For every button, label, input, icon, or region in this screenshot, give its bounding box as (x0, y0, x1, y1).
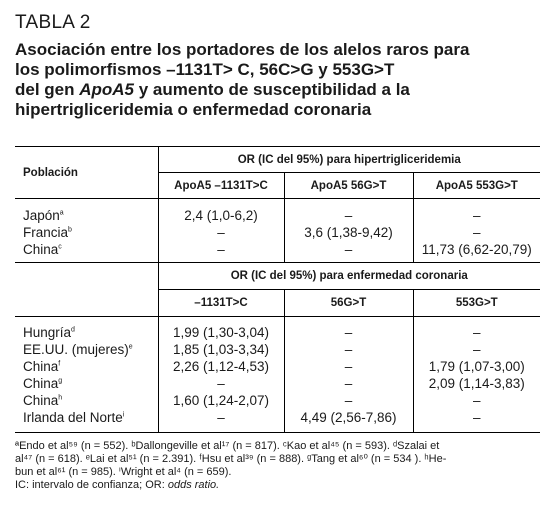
value-cell: – (413, 324, 540, 341)
table-row (15, 392, 540, 409)
table-row (15, 224, 540, 241)
population-cell (15, 392, 158, 409)
ref-superscript: e (128, 343, 133, 350)
value-cell: – (158, 409, 284, 426)
odds-ratio-term: odds ratio. (167, 479, 220, 491)
title-line-3 (15, 80, 540, 100)
ref-superscript: f (58, 360, 61, 367)
col-header-56: ApoA5 56G>T (284, 173, 413, 199)
title-line-3-post: y aumento de susceptibilidad a la (134, 80, 410, 99)
title-line-3-pre: del gen (15, 80, 80, 99)
value-cell: – (413, 224, 540, 241)
value-cell: – (284, 207, 413, 224)
col-header-1131: ApoA5 –1131T>C (158, 173, 284, 199)
col-header-553: 553G>T (413, 290, 540, 317)
table-row (15, 409, 540, 426)
population-cell (15, 324, 158, 341)
value-cell: 3,6 (1,38-9,42) (284, 224, 413, 241)
population-name: China (23, 375, 59, 391)
blank-header-cell (15, 263, 158, 290)
table-row (15, 324, 540, 341)
value-cell: – (284, 375, 413, 392)
population-name: China (23, 358, 59, 374)
value-cell: 4,49 (2,56-7,86) (284, 409, 413, 426)
table-row (15, 375, 540, 392)
population-header: Población (15, 147, 158, 199)
value-cell: 1,79 (1,07-3,00) (413, 358, 540, 375)
value-cell: 1,60 (1,24-2,07) (158, 392, 284, 409)
footnote-line-2: al⁴⁷ (n = 618). ᵉLai et al⁵¹ (n = 2.391). ᶠHsu et al³⁹ (n = 888). ᵍTang et al⁶⁰ (n = 534 ). ʰHe- (15, 453, 447, 465)
ref-superscript: g (58, 377, 63, 384)
value-cell: – (413, 207, 540, 224)
value-cell: – (158, 375, 284, 392)
value-cell: – (158, 241, 284, 258)
title-line-2: los polimorfismos –1131T> C, 56C>G y 553G>T (15, 60, 395, 79)
value-cell: – (413, 392, 540, 409)
value-cell: – (413, 409, 540, 426)
population-cell (15, 241, 158, 258)
population-name: EE.UU. (mujeres) (23, 341, 129, 357)
population-cell (15, 341, 158, 358)
value-cell: 2,09 (1,14-3,83) (413, 375, 540, 392)
hypertriglyceridemia-header: OR (IC del 95%) para hipertrigliceridemia (158, 147, 540, 173)
coronary-disease-header: OR (IC del 95%) para enfermedad coronaria (158, 263, 540, 290)
population-name: China (23, 241, 59, 257)
value-cell: – (158, 224, 284, 241)
value-cell: – (284, 341, 413, 358)
ref-superscript: d (71, 326, 75, 333)
table-row (15, 358, 540, 375)
value-cell: 1,85 (1,03-3,34) (158, 341, 284, 358)
value-cell: – (284, 241, 413, 258)
table-row (15, 207, 540, 224)
value-cell: – (284, 324, 413, 341)
table-label: TABLA 2 (15, 12, 91, 33)
abbreviations-text: IC: intervalo de confianza; OR: (15, 479, 168, 491)
title-line-4: hipertrigliceridemia o enfermedad coronaria (15, 100, 372, 119)
value-cell: 2,26 (1,12-4,53) (158, 358, 284, 375)
value-cell: – (284, 358, 413, 375)
ref-superscript: i (122, 411, 125, 418)
table-row (15, 341, 540, 358)
population-name: Francia (23, 224, 69, 240)
population-name: Irlanda del Norte (23, 409, 123, 425)
abbreviations-note (15, 479, 543, 492)
col-header-553: ApoA5 553G>T (413, 173, 540, 199)
population-cell (15, 224, 158, 241)
ref-superscript: b (68, 226, 72, 233)
ref-superscript: a (59, 209, 64, 216)
table-title (15, 40, 540, 120)
population-name: Japón (23, 207, 60, 223)
population-cell (15, 409, 158, 426)
data-table (15, 146, 540, 433)
footnote-line-1: ªEndo et al⁵⁹ (n = 552). ᵇDallongeville et al¹⁷ (n = 817). ᶜKao et al⁴⁵ (n = 593). ᵈSzalai et (15, 440, 440, 452)
population-name: Hungría (23, 324, 72, 340)
title-line-1: Asociación entre los portadores de los alelos raros para (15, 40, 470, 59)
population-cell (15, 375, 158, 392)
value-cell: – (284, 392, 413, 409)
population-cell (15, 207, 158, 224)
value-cell: – (413, 341, 540, 358)
value-cell: 2,4 (1,0-6,2) (158, 207, 284, 224)
population-name: China (23, 392, 59, 408)
value-cell: 1,99 (1,30-3,04) (158, 324, 284, 341)
ref-superscript: c (58, 243, 62, 250)
gene-name: ApoA5 (79, 80, 135, 99)
col-header-56: 56G>T (284, 290, 413, 317)
value-cell: 11,73 (6,62-20,79) (413, 241, 540, 258)
footnote-line-3: bun et al⁶¹ (n = 985). ⁱWright et al⁴ (n = 659). (15, 466, 232, 478)
table-row (15, 241, 540, 258)
population-cell (15, 358, 158, 375)
ref-superscript: h (58, 394, 63, 401)
footnotes (15, 440, 543, 492)
col-header-1131: –1131T>C (158, 290, 284, 317)
